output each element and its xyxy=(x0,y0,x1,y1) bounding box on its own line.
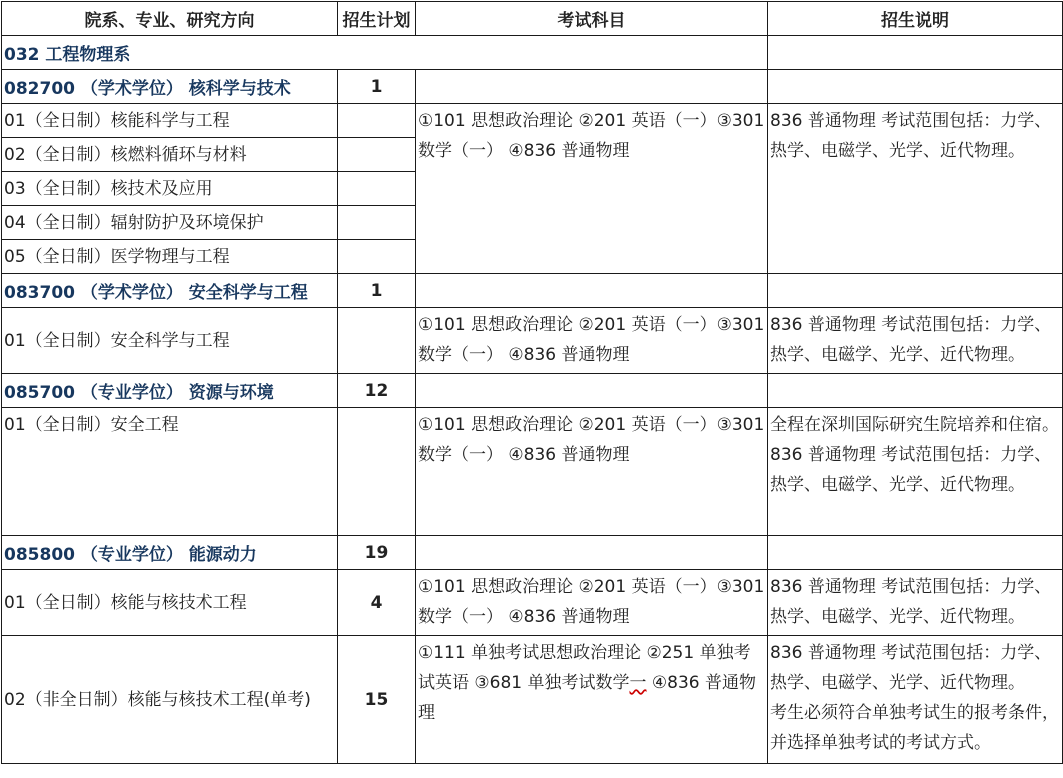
subjects-cell xyxy=(416,636,768,764)
direction-plan xyxy=(338,172,416,206)
major-plan: 1 xyxy=(338,274,416,308)
direction-plan xyxy=(338,308,416,374)
direction-plan: 4 xyxy=(338,570,416,636)
subjects-cell: ①101 思想政治理论 ②201 英语（一）③301 数学（一） ④836 普通物理 xyxy=(416,104,768,274)
header-subjects: 考试科目 xyxy=(416,2,768,36)
admissions-table xyxy=(1,1,1063,764)
major-row xyxy=(2,536,1063,570)
direction-row xyxy=(2,308,1063,374)
department-note xyxy=(768,36,1063,70)
note-cell xyxy=(768,636,1063,764)
major-subjects xyxy=(416,274,768,308)
note-line: 全程在深圳国际研究生院培养和住宿。 xyxy=(770,415,1059,435)
direction-plan xyxy=(338,138,416,172)
direction-plan: 15 xyxy=(338,636,416,764)
subjects-cell: ①101 思想政治理论 ②201 英语（一）③301 数学（一） ④836 普通物理 xyxy=(416,570,768,636)
subjects-cell: ①101 思想政治理论 ②201 英语（一）③301 数学（一） ④836 普通物理 xyxy=(416,408,768,536)
major-plan: 1 xyxy=(338,70,416,104)
direction-name: 01（全日制）安全工程 xyxy=(2,408,338,536)
direction-name: 01（全日制）核能科学与工程 xyxy=(2,104,338,138)
major-row xyxy=(2,274,1063,308)
major-note xyxy=(768,274,1063,308)
note-line: 836 普通物理 考试范围包括：力学、热学、电磁学、光学、近代物理。 xyxy=(770,643,1052,693)
spellcheck-mark: 一 xyxy=(629,673,647,693)
major-subjects xyxy=(416,374,768,408)
direction-row xyxy=(2,570,1063,636)
major-subjects xyxy=(416,536,768,570)
direction-name: 02（非全日制）核能与核技术工程(单考) xyxy=(2,636,338,764)
header-plan: 招生计划 xyxy=(338,2,416,36)
header-notes: 招生说明 xyxy=(768,2,1063,36)
major-subjects xyxy=(416,70,768,104)
note-cell: 836 普通物理 考试范围包括：力学、热学、电磁学、光学、近代物理。 xyxy=(768,570,1063,636)
major-name: 085700 （专业学位） 资源与环境 xyxy=(2,374,338,408)
direction-name: 01（全日制）安全科学与工程 xyxy=(2,308,338,374)
direction-name: 03（全日制）核技术及应用 xyxy=(2,172,338,206)
major-row xyxy=(2,374,1063,408)
note-line: 836 普通物理 考试范围包括：力学、热学、电磁学、光学、近代物理。 xyxy=(770,445,1052,495)
major-name: 082700 （学术学位） 核科学与技术 xyxy=(2,70,338,104)
subjects-text: ①111 单独考试思想政治理论 ②251 单独考试英语 ③681 单独考试数学 xyxy=(418,643,751,693)
note-cell xyxy=(768,408,1063,536)
direction-row xyxy=(2,636,1063,764)
direction-plan xyxy=(338,408,416,536)
direction-name: 02（全日制）核燃料循环与材料 xyxy=(2,138,338,172)
direction-plan xyxy=(338,206,416,240)
direction-name: 05（全日制）医学物理与工程 xyxy=(2,240,338,274)
direction-name: 04（全日制）辐射防护及环境保护 xyxy=(2,206,338,240)
major-plan: 19 xyxy=(338,536,416,570)
department-row xyxy=(2,36,1063,70)
department-name: 032 工程物理系 xyxy=(2,36,768,70)
major-note xyxy=(768,70,1063,104)
major-plan: 12 xyxy=(338,374,416,408)
major-note xyxy=(768,536,1063,570)
major-note xyxy=(768,374,1063,408)
header-department: 院系、专业、研究方向 xyxy=(2,2,338,36)
direction-plan xyxy=(338,240,416,274)
header-row xyxy=(2,2,1063,36)
note-cell: 836 普通物理 考试范围包括：力学、热学、电磁学、光学、近代物理。 xyxy=(768,308,1063,374)
subjects-cell: ①101 思想政治理论 ②201 英语（一）③301 数学（一） ④836 普通物理 xyxy=(416,308,768,374)
major-row xyxy=(2,70,1063,104)
direction-row xyxy=(2,104,1063,138)
major-name: 083700 （学术学位） 安全科学与工程 xyxy=(2,274,338,308)
direction-plan xyxy=(338,104,416,138)
direction-name: 01（全日制）核能与核技术工程 xyxy=(2,570,338,636)
note-cell: 836 普通物理 考试范围包括：力学、热学、电磁学、光学、近代物理。 xyxy=(768,104,1063,274)
note-line: 考生必须符合单独考试生的报考条件，并选择单独考试的考试方式。 xyxy=(770,703,1059,753)
major-name: 085800 （专业学位） 能源动力 xyxy=(2,536,338,570)
subjects-text: ④836 普通物理 xyxy=(418,673,756,723)
direction-row xyxy=(2,408,1063,536)
